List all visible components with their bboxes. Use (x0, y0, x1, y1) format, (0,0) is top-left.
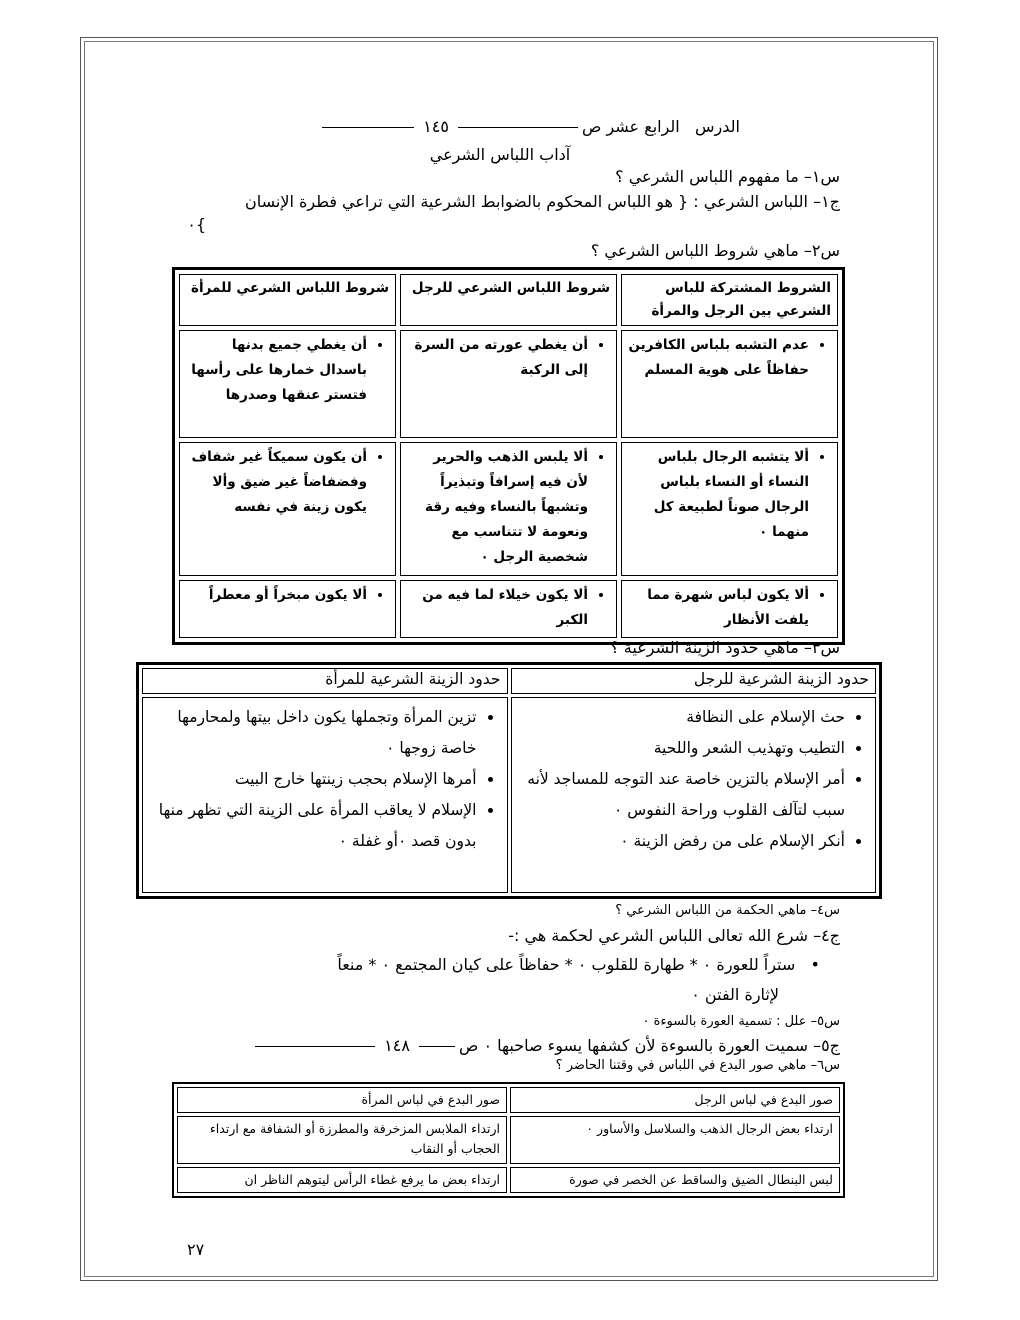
list-item: • ألا يكون مبخراً أو معطراً (186, 583, 367, 608)
table-row (142, 697, 876, 893)
header-women: شروط اللباس الشرعي للمرأة (179, 274, 396, 326)
list-item: • أن يغطي عورته من السرة إلى الركبة (407, 333, 588, 383)
answer-4-intro: ج٤– شرع الله تعالى اللباس الشرعي لحكمة هي :- (508, 926, 840, 945)
list-item: • أمرها الإسلام بحجب زينتها خارج البيت (149, 764, 477, 795)
list-item: • ألا يكون خيلاء لما فيه من الكبر (407, 583, 588, 633)
question-5: س٥– علل : تسمية العورة بالسوءة ٠ (642, 1014, 840, 1029)
answer-1-line-2: }٠ (187, 215, 206, 234)
lesson-header (318, 117, 740, 136)
table-header-row (142, 668, 876, 694)
list-item: • عدم التشبه بلباس الكافرين حفاظاً على هوية المسلم (628, 333, 809, 383)
table-cell: ارتداء بعض ما يرفع غطاء الرأس ليتوهم الناظر ان (177, 1167, 507, 1193)
question-6: س٦– ماهي صور البدع في اللباس في وقتنا الحاضر ؟ (555, 1058, 840, 1073)
header-men: شروط اللباس الشرعي للرجل (400, 274, 617, 326)
table-header-row (179, 274, 838, 326)
lesson-ordinal: الرابع عشر (606, 117, 680, 136)
header-men-adornment: حدود الزينة الشرعية للرجل (511, 668, 877, 694)
header-common: الشروط المشتركة للباس الشرعي بين الرجل والمرأة (621, 274, 838, 326)
answer-5: ج٥– سميت العورة بالسوءة لأن كشفها يسوء صاحبها ٠ ص ١٤٨ (251, 1036, 840, 1055)
table-row (179, 580, 838, 638)
list-item: • تزين المرأة وتجملها يكون داخل بيتها ولمحارمها خاصة زوجها ٠ (149, 702, 477, 764)
table-row (177, 1167, 840, 1193)
table-row (177, 1116, 840, 1164)
list-item: • أمر الإسلام بالتزين خاصة عند التوجه للمساجد لأنه سبب لتآلف القلوب وراحة النفوس ٠ (518, 764, 846, 826)
header-page-number: ١٤٥ (423, 117, 449, 136)
list-item: • حث الإسلام على النظافة (518, 702, 846, 733)
answer-5-page: ١٤٨ (384, 1036, 410, 1055)
answer-1-line-1: ج١– اللباس الشرعي : { هو اللباس المحكوم بالضوابط الشرعية التي تراعي فطرة الإنسان (244, 192, 840, 211)
innovations-table (172, 1082, 845, 1198)
list-item: • ألا يكون لباس شهرة مما يلفت الأنظار (628, 583, 809, 633)
list-item: • ألا يلبس الذهب والحرير لأن فيه إسرافاً وتبذيراً وتشبهاً بالنساء وفيه رقة ونعومة لا تتناسب مع شخصية الرجل ٠ (407, 445, 588, 570)
table-row (179, 330, 838, 438)
page-title: آداب اللباس الشرعي (429, 145, 571, 164)
table-cell: ارتداء الملابس المزخرفة والمطرزة أو الشفافة مع ارتداء الحجاب أو النقاب (177, 1116, 507, 1164)
table-header-row (177, 1087, 840, 1113)
list-item: • الإسلام لا يعاقب المرأة على الزينة التي تظهر منها بدون قصد ٠أو غفلة ٠ (149, 795, 477, 857)
question-2: س٢– ماهي شروط اللباس الشرعي ؟ (590, 241, 840, 260)
list-item: • أنكر الإسلام على من رفض الزينة ٠ (518, 826, 846, 857)
list-item: • ألا يتشبه الرجال بلباس النساء أو النساء بلباس الرجال صوناً لطبيعة كل منهما ٠ (628, 445, 809, 545)
header-men-innovations: صور البدع في لباس الرجل (510, 1087, 840, 1113)
list-item: • أن يكون سميكاً غير شفاف وفضفاضاً غير ضيق وألا يكون زينة في نفسه (186, 445, 367, 520)
answer-4-line-2: لإثارة الفتن ٠ (691, 985, 779, 1004)
page-number: ٢٧ (187, 1240, 205, 1259)
question-1: س١– ما مفهوم اللباس الشرعي ؟ (615, 167, 840, 186)
answer-4-line-1: • ستراً للعورة ٠ * طهارة للقلوب ٠ * حفاظاً على كيان المجتمع ٠ * منعاً (337, 955, 820, 974)
question-3: س٣– ماهي حدود الزينة الشرعية ؟ (610, 638, 840, 657)
list-item: • أن يغطي جميع بدنها باسدال خمارها على رأسها فتستر عنقها وصدرها (186, 333, 367, 408)
bullet-icon: • (795, 955, 820, 974)
adornment-table (136, 662, 882, 899)
header-women-innovations: صور البدع في لباس المرأة (177, 1087, 507, 1113)
lesson-label: الدرس (695, 117, 740, 136)
table-cell: لبس البنطال الضيق والساقط عن الخصر في صورة (510, 1167, 840, 1193)
question-4: س٤– ماهي الحكمة من اللباس الشرعي ؟ (615, 903, 840, 918)
conditions-table (172, 267, 845, 645)
list-item: • التطيب وتهذيب الشعر واللحية (518, 733, 846, 764)
table-row (179, 442, 838, 576)
header-women-adornment: حدود الزينة الشرعية للمرأة (142, 668, 508, 694)
page-prefix: ص (582, 117, 602, 136)
table-cell: ارتداء بعض الرجال الذهب والسلاسل والأساور ٠ (510, 1116, 840, 1164)
